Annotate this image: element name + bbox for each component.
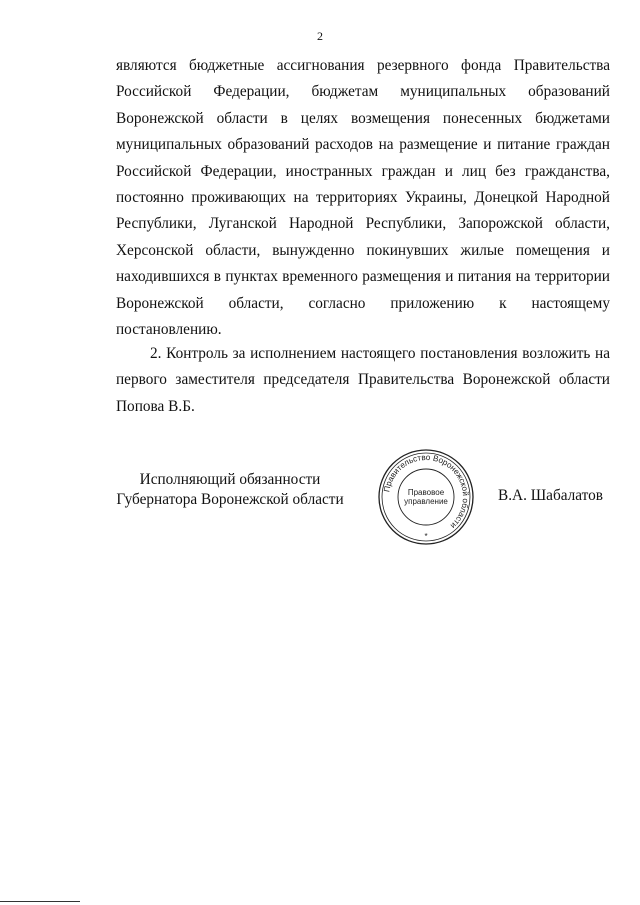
stamp-center-line: управление xyxy=(404,497,448,506)
stamp-seal xyxy=(376,447,476,547)
paragraph-1 xyxy=(116,53,610,343)
signature-name: В.А. Шабалатов xyxy=(498,487,604,504)
footnote-divider xyxy=(0,901,80,902)
stamp-center-line: Правовое xyxy=(407,488,445,497)
signature-title-line: Исполняющий обязанности xyxy=(139,471,321,488)
text-line: Воронежской области, согласно приложению к настоящему xyxy=(116,294,610,312)
stamp-star: * xyxy=(424,532,428,541)
text-line: 2. Контроль за исполнением настоящего постановления возложить на xyxy=(150,345,610,362)
text-line: Республики, Луганской Народной Республики, Запорожской области, xyxy=(116,215,610,233)
text-line: находившихся в пунктах временного размещения и питания на территории xyxy=(116,268,610,286)
page-number: 2 xyxy=(317,29,323,43)
text-line: Попова В.Б. xyxy=(116,397,195,415)
signature-title-line: Губернатора Воронежской области xyxy=(116,491,344,508)
text-line: Воронежской области в целях возмещения понесенных бюджетами xyxy=(116,109,610,127)
text-line: являются бюджетные ассигнования резервного фонда Правительства xyxy=(116,57,610,74)
text-line: первого заместителя председателя Правительства Воронежской области xyxy=(116,371,610,389)
stamp-ring-text: Правительство Воронежской области xyxy=(382,452,471,531)
text-line: постоянно проживающих на территориях Украины, Донецкой Народной xyxy=(116,189,610,207)
paragraph-2 xyxy=(116,341,610,420)
text-line: Российской Федерации, иностранных граждан и лиц без гражданства, xyxy=(116,162,610,180)
text-line: муниципальных образований расходов на размещение и питание граждан xyxy=(116,136,610,154)
text-line: Российской Федерации, бюджетам муниципальных образований xyxy=(116,83,610,101)
signature-title xyxy=(100,470,360,510)
text-line: постановлению. xyxy=(116,321,222,339)
text-line: Херсонской области, вынужденно покинувших жилые помещения и xyxy=(116,241,610,259)
